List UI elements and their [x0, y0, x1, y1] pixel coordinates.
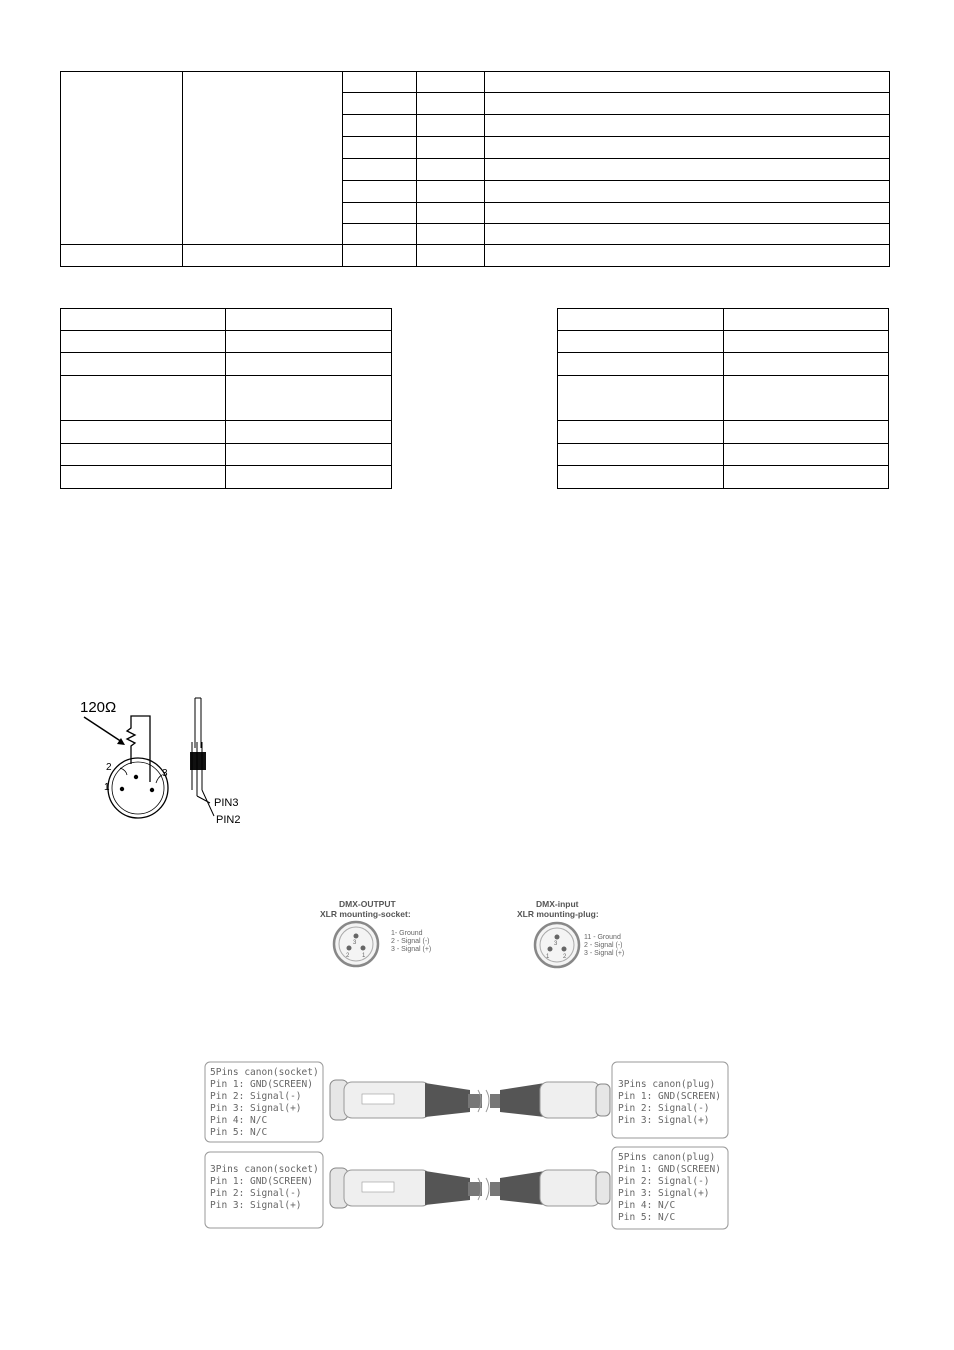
svg-text:Pin 5: N/C: Pin 5: N/C	[618, 1212, 676, 1223]
svg-text:1: 1	[362, 953, 366, 959]
svg-text:Pin 1: GND(SCREEN): Pin 1: GND(SCREEN)	[210, 1079, 313, 1090]
svg-text:3: 3	[554, 941, 558, 947]
svg-text:Pin 3: Signal(+): Pin 3: Signal(+)	[618, 1115, 710, 1126]
svg-text:Pin 1: GND(SCREEN): Pin 1: GND(SCREEN)	[210, 1176, 313, 1187]
svg-text:2: 2	[563, 954, 567, 960]
svg-text:Pin 2: Signal(-): Pin 2: Signal(-)	[210, 1091, 302, 1102]
svg-text:Pin 2: Signal(-): Pin 2: Signal(-)	[618, 1103, 710, 1114]
dmx-input-subtitle: XLR mounting-plug:	[517, 909, 599, 919]
svg-text:3Pins canon(plug): 3Pins canon(plug)	[618, 1079, 716, 1090]
svg-text:Pin 3: Signal(+): Pin 3: Signal(+)	[210, 1103, 302, 1114]
svg-text:1: 1	[546, 954, 550, 960]
svg-text:Pin 5: N/C: Pin 5: N/C	[210, 1127, 268, 1138]
svg-text:Pin 2: Signal(-): Pin 2: Signal(-)	[618, 1176, 710, 1187]
pin2-label: PIN2	[216, 814, 241, 826]
svg-text:Pin 1: GND(SCREEN): Pin 1: GND(SCREEN)	[618, 1091, 721, 1102]
svg-text:3: 3	[353, 940, 357, 946]
dmx-output-pin3: 3 - Signal (+)	[391, 946, 432, 953]
svg-text:5Pins canon(plug): 5Pins canon(plug)	[618, 1152, 716, 1163]
svg-text:2: 2	[346, 953, 350, 959]
svg-text:Pin 3: Signal(+): Pin 3: Signal(+)	[210, 1200, 302, 1211]
svg-text:Pin 3: Signal(+): Pin 3: Signal(+)	[618, 1188, 710, 1199]
svg-text:Pin 4: N/C: Pin 4: N/C	[618, 1200, 676, 1211]
svg-text:Pin 2: Signal(-): Pin 2: Signal(-)	[210, 1188, 302, 1199]
svg-text:3Pins canon(socket): 3Pins canon(socket)	[210, 1164, 319, 1175]
dmx-output-subtitle: XLR mounting-socket:	[320, 909, 411, 919]
resistor-value-label: 120Ω	[80, 699, 117, 716]
svg-text:5Pins canon(socket): 5Pins canon(socket)	[210, 1067, 319, 1078]
pin3-label: PIN3	[214, 797, 239, 809]
dmx-input-pin3: 3 - Signal (+)	[584, 950, 625, 957]
bottom-cable-icon	[330, 1168, 610, 1208]
svg-text:Pin 1: GND(SCREEN): Pin 1: GND(SCREEN)	[618, 1164, 721, 1175]
top-cable-icon	[330, 1080, 610, 1120]
dmx-input-pin2: 2 - Signal (-)	[584, 942, 623, 949]
dmx-input-title: DMX-input	[536, 899, 579, 909]
dmx-output-pin2: 2 - Signal (-)	[391, 938, 430, 945]
pin-number-1: 1	[104, 782, 110, 793]
pin-number-3: 3	[162, 768, 168, 779]
dmx-output-title: DMX-OUTPUT	[339, 899, 396, 909]
dmx-input-pin1: 11 - Ground	[584, 934, 621, 941]
svg-text:Pin 4: N/C: Pin 4: N/C	[210, 1115, 268, 1126]
pin-number-2: 2	[106, 762, 112, 773]
dmx-output-pin1: 1- Ground	[391, 930, 423, 937]
